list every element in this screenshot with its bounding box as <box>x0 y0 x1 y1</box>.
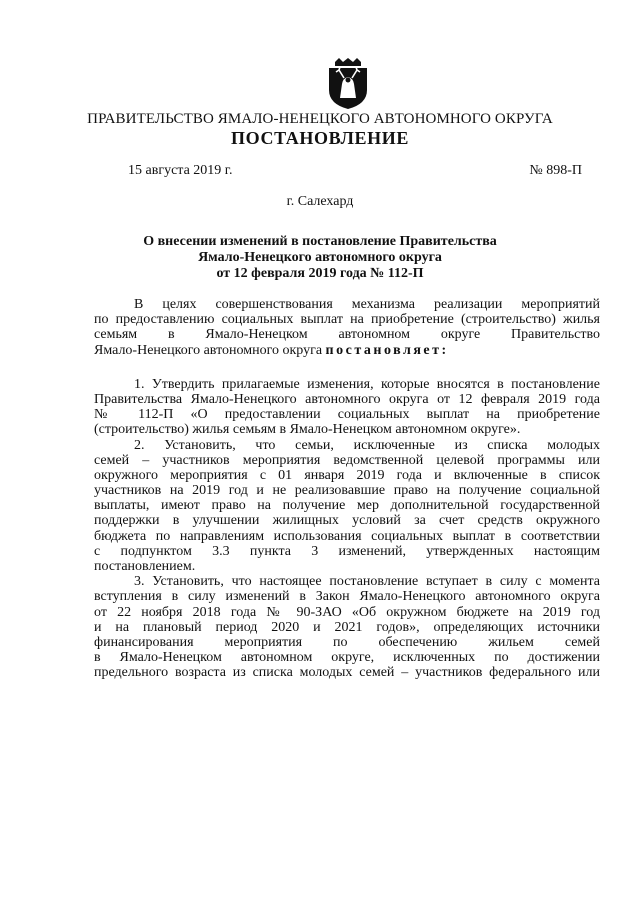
text-line: (строительство) жилья семьям в Ямало-Ненецком автономном округе». <box>94 422 521 438</box>
text-line: семьям в Ямало-Ненецком автономном округе Правительство <box>94 327 600 343</box>
text-line: 3. Установить, что настоящее постановление вступает в силу с момента <box>134 574 600 590</box>
text-line: по предоставлению социальных выплат на приобретение (строительство) жилья <box>94 312 600 328</box>
document-subject <box>0 234 640 282</box>
preamble-paragraph <box>94 297 600 358</box>
text-line: участников на 2019 год и не реализовавшие право на получение социальной <box>94 483 600 499</box>
item-2-paragraph <box>94 438 600 575</box>
item-1-paragraph <box>94 377 600 438</box>
text-line: с подпунктом 3.3 пункта 3 изменений, утвержденных настоящим <box>94 543 600 559</box>
document-number: № 898-П <box>529 163 582 178</box>
subject-line: от 12 февраля 2019 года № 112-П <box>216 266 424 281</box>
text-line: В целях совершенствования механизма реализации мероприятий <box>134 297 600 312</box>
text-line: окружного мероприятия с 01 января 2019 года и включенные в список <box>94 467 600 483</box>
text-line: от 22 ноября 2018 года № 90-ЗАО «Об окружном бюджете на 2019 год <box>94 604 600 620</box>
text-line: вступления в силу изменений в Закон Ямало-Ненецкого автономного округа <box>94 589 600 605</box>
text-line: № 112-П «О предоставлении социальных выплат на приобретение <box>94 407 600 423</box>
text-line: 1. Утвердить прилагаемые изменения, которые вносятся в постановление <box>134 376 600 392</box>
government-name: ПРАВИТЕЛЬСТВО ЯМАЛО-НЕНЕЦКОГО АВТОНОМНОГО ОКРУГА <box>87 111 553 127</box>
text-line: бюджета по направлениям использования социальных выплат в соответствии <box>94 528 600 544</box>
text-line: финансирования мероприятия по обеспечению жильем семей <box>94 634 600 650</box>
text-line: постановлением. <box>94 559 196 574</box>
text-line: поддержки в улучшении жилищных условий за счет средств окружного <box>94 513 600 529</box>
text-line: и на плановый период 2020 и 2021 годов», определяющих источники <box>94 619 600 635</box>
decree-keyword: постановляет: <box>325 342 449 358</box>
text-line: Правительства Ямало-Ненецкого автономного округа от 12 февраля 2019 года <box>94 391 600 407</box>
document-date: 15 августа 2019 г. <box>128 163 233 178</box>
document-city: г. Салехард <box>286 194 354 209</box>
text-line: 2. Установить, что семьи, исключенные из списка молодых <box>134 437 600 453</box>
text-fragment: Ямало-Ненецкого автономного округа <box>94 342 323 358</box>
text-line: семей – участников мероприятия ведомственной целевой программы или <box>94 452 600 468</box>
document-type: ПОСТАНОВЛЕНИЕ <box>231 128 409 148</box>
text-line: предельного возраста из списка молодых семей – участников федерального или <box>94 665 600 681</box>
text-line: в Ямало-Ненецком автономном округе, исключенных по достижении <box>94 650 600 666</box>
item-3-paragraph <box>94 574 600 680</box>
document-body <box>94 297 600 681</box>
text-line <box>94 343 600 358</box>
subject-line: О внесении изменений в постановление Правительства <box>143 234 497 249</box>
coat-of-arms-icon <box>325 58 371 110</box>
text-line: выплаты, имеют право на получение мер дополнительной государственной <box>94 498 600 514</box>
subject-line: Ямало-Ненецкого автономного округа <box>198 250 442 265</box>
